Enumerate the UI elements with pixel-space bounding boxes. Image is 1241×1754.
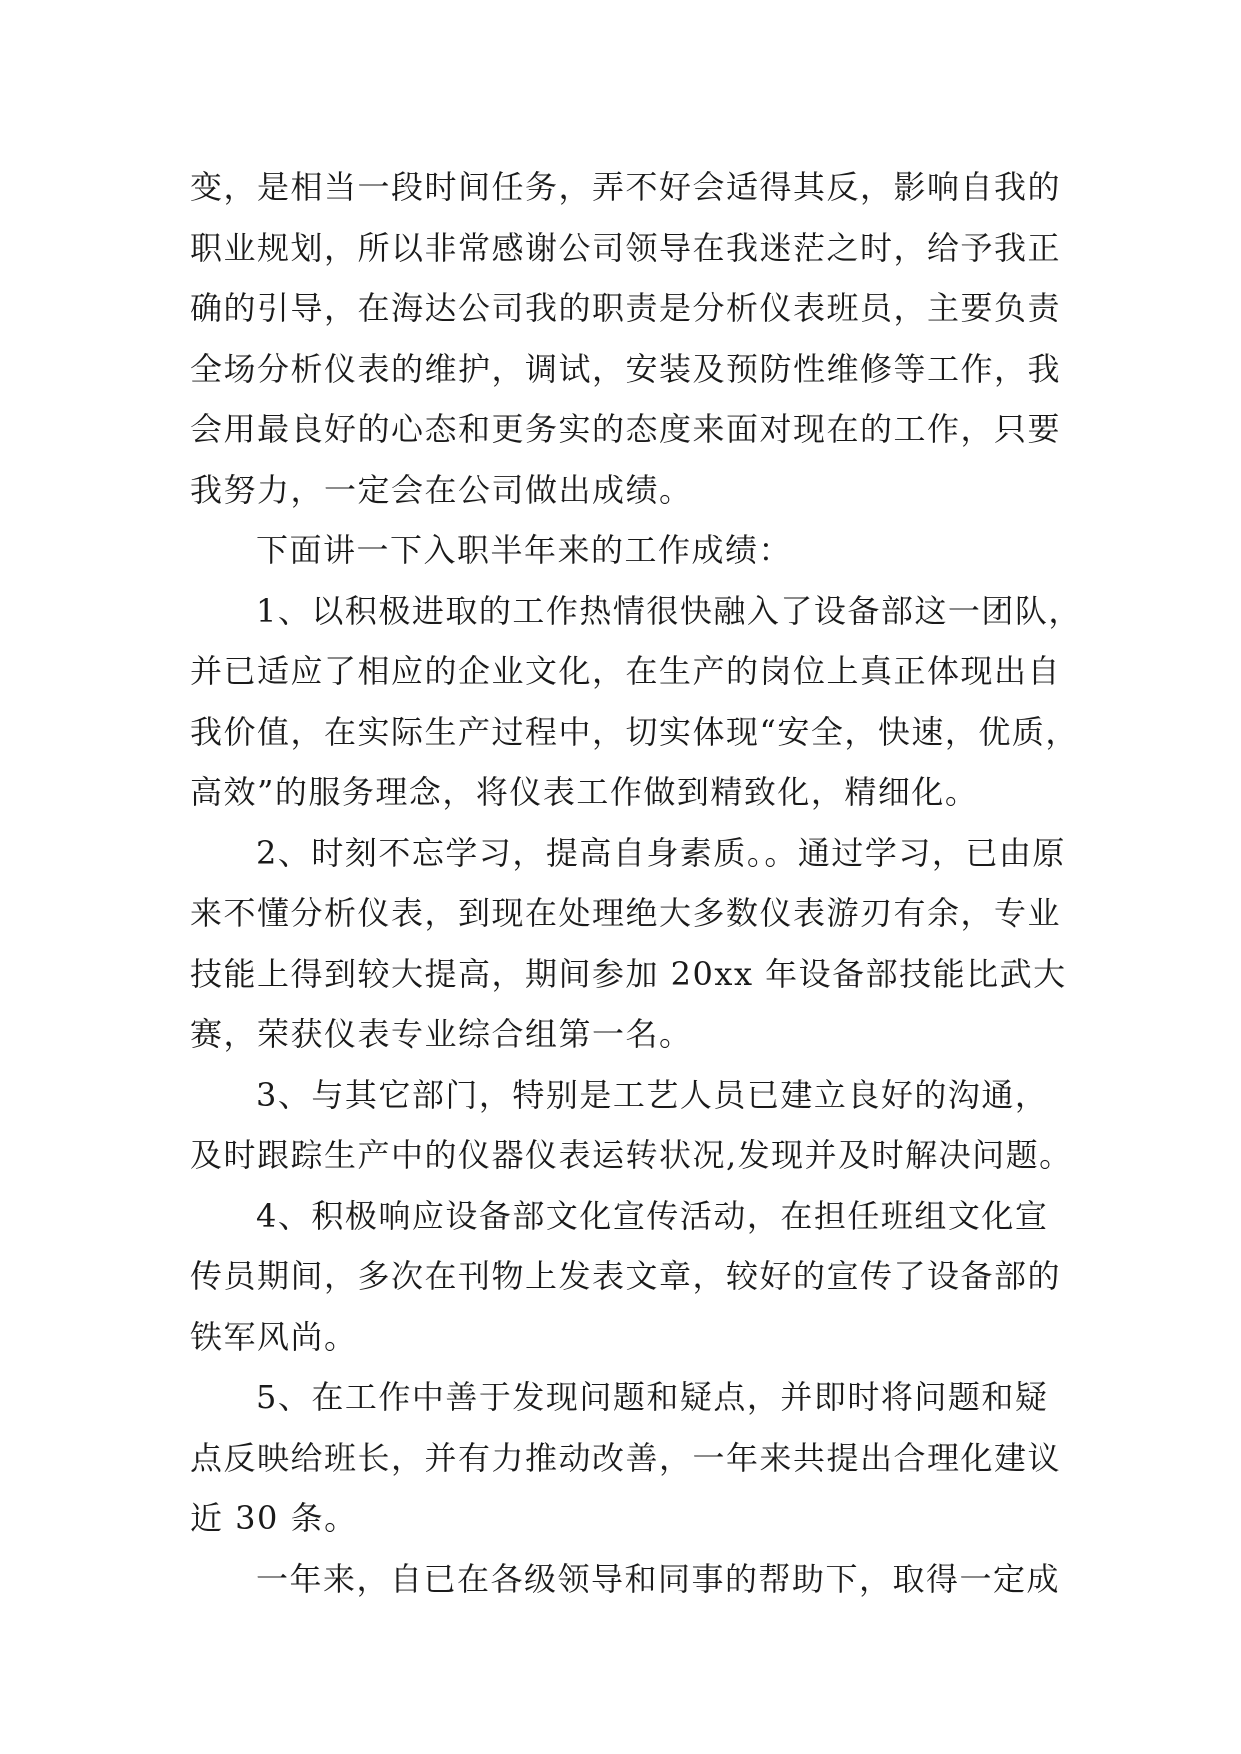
text-line: 铁军风尚。: [190, 1317, 358, 1356]
text-line: 职业规划，所以非常感谢公司领导在我迷茫之时，给予我正: [190, 228, 1062, 267]
document-body: [190, 157, 1082, 1609]
text-line: 我努力，一定会在公司做出成绩。: [190, 470, 693, 509]
text-line: 近 30 条。: [190, 1499, 358, 1537]
list-item-1-start: 1、以积极进取的工作热情很快融入了设备部这一团队，: [256, 591, 1082, 630]
text-line: 传员期间，多次在刊物上发表文章，较好的宣传了设备部的: [190, 1257, 1062, 1295]
list-item-4-start: 4、积极响应设备部文化宣传活动，在担任班组文化宣: [256, 1196, 1049, 1235]
text-line: 高效”的服务理念，将仪表工作做到精致化，精细化。: [190, 773, 979, 811]
text-line: 技能上得到较大提高，期间参加 20xx 年设备部技能比武大: [190, 954, 1067, 993]
text-line: 我价值，在实际生产过程中，切实体现“安全，快速，优质，: [190, 712, 1079, 751]
text-line: 来不懂分析仪表，到现在处理绝大多数仪表游刃有余，专业: [190, 894, 1062, 932]
list-item-5-start: 5、在工作中善于发现问题和疑点，并即时将问题和疑: [256, 1378, 1049, 1416]
list-item-3-start: 3、与其它部门，特别是工艺人员已建立良好的沟通，: [256, 1075, 1049, 1114]
text-line: 及时跟踪生产中的仪器仪表运转状况,发现并及时解决问题。: [190, 1136, 1073, 1174]
text-line: 并已适应了相应的企业文化，在生产的岗位上真正体现出自: [190, 652, 1062, 690]
text-line: 确的引导，在海达公司我的职责是分析仪表班员，主要负责: [190, 289, 1062, 327]
text-line: 赛，荣获仪表专业综合组第一名。: [190, 1015, 693, 1053]
text-line: 会用最良好的心态和更务实的态度来面对现在的工作，只要: [190, 410, 1062, 448]
text-line: 全场分析仪表的维护，调试，安装及预防性维修等工作，我: [190, 349, 1062, 388]
list-item-2-start: 2、时刻不忘学习，提高自身素质。。通过学习，已由原: [256, 833, 1066, 872]
paragraph-heading: 下面讲一下入职半年来的工作成绩：: [256, 531, 793, 569]
closing-paragraph-start: 一年来，自已在各级领导和同事的帮助下，取得一定成: [256, 1559, 1061, 1598]
text-line: 变，是相当一段时间任务，弄不好会适得其反，影响自我的: [190, 168, 1062, 206]
text-line: 点反映给班长，并有力推动改善，一年来共提出合理化建议: [190, 1438, 1062, 1477]
